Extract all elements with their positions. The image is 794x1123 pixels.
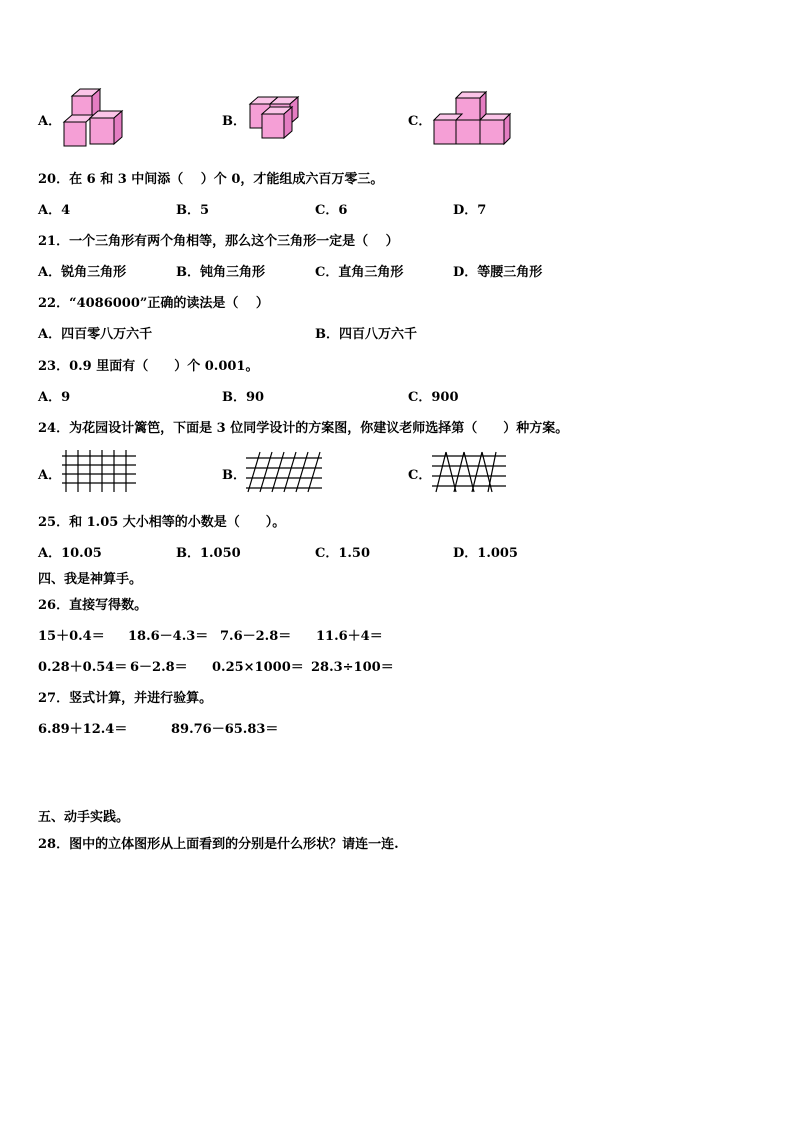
q26-item-4: 11.6＋4＝ (316, 629, 383, 644)
q19-option-a-cubes-figure (62, 86, 128, 148)
cube-group (64, 89, 122, 146)
q25-option-b[interactable]: B．1.050 (176, 546, 241, 561)
q19-option-c-cubes-figure (432, 90, 512, 148)
q26-item-1: 15＋0.4＝ (38, 629, 105, 644)
cube-front-face (434, 120, 456, 144)
q23-option-b[interactable]: B．90 (222, 390, 265, 405)
q21-option-a[interactable]: A．锐角三角形 (38, 265, 127, 280)
q27-item-1: 6.89＋12.4＝ (38, 722, 128, 737)
q25-stem: 25．和 1.05 大小相等的小数是（ ）。 (38, 515, 286, 530)
q19-option-b-label: B． (222, 114, 246, 129)
q19-option-b-cubes-figure (248, 94, 304, 142)
q24-option-a-label: A． (38, 468, 62, 483)
q24-option-c-label: C． (408, 468, 432, 483)
q21-option-b[interactable]: B．钝角三角形 (176, 265, 265, 280)
section-5-title: 五、动手实践。 (38, 810, 130, 825)
q20-option-a[interactable]: A．4 (38, 203, 71, 218)
q21-stem: 21．一个三角形有两个角相等，那么这个三角形一定是（ ） (38, 234, 399, 249)
q22-stem: 22．“4086000”正确的读法是（ ） (38, 296, 269, 311)
q28-stem: 28．图中的立体图形从上面看到的分别是什么形状？请连一连. (38, 837, 399, 852)
q26-item-2: 18.6－4.3＝ (128, 629, 209, 644)
cube-front-face (480, 120, 504, 144)
q27-item-2: 89.76－65.83＝ (171, 722, 279, 737)
q26-stem: 26．直接写得数。 (38, 598, 148, 613)
q21-option-d[interactable]: D．等腰三角形 (453, 265, 543, 280)
q20-option-b[interactable]: B．5 (176, 203, 210, 218)
q22-option-a[interactable]: A．四百零八万六千 (38, 327, 153, 342)
q24-option-c-fence-triangles (430, 450, 510, 494)
q19-option-a-label: A． (38, 114, 62, 129)
q23-option-c[interactable]: C．900 (408, 390, 459, 405)
q27-stem: 27．竖式计算，并进行验算。 (38, 691, 213, 706)
cube-front-face (64, 122, 86, 146)
q20-stem: 20．在 6 和 3 中间添（ ）个 0，才能组成六百万零三。 (38, 172, 384, 187)
cube-front-face (262, 114, 284, 138)
q24-option-b-fence-parallelogram (244, 450, 324, 494)
q26-item-8: 28.3÷100＝ (311, 660, 394, 675)
q23-option-a[interactable]: A．9 (38, 390, 71, 405)
q25-option-c[interactable]: C．1.50 (315, 546, 371, 561)
cube-side-face (504, 114, 510, 144)
q20-option-d[interactable]: D．7 (453, 203, 487, 218)
q26-item-7: 0.25×1000＝ (212, 660, 304, 675)
q26-item-5: 0.28＋0.54＝ (38, 660, 128, 675)
q20-option-c[interactable]: C．6 (315, 203, 348, 218)
q23-stem: 23．0.9 里面有（ ）个 0.001。 (38, 359, 259, 374)
q24-stem: 24．为花园设计篱笆，下面是 3 位同学设计的方案图，你建议老师选择第（ ）种方案。 (38, 421, 569, 436)
q21-option-c[interactable]: C．直角三角形 (315, 265, 404, 280)
q19-option-c-label: C． (408, 114, 432, 129)
q24-option-a-fence-square-grid (60, 450, 138, 494)
q26-item-6: 6－2.8＝ (130, 660, 188, 675)
q25-option-a[interactable]: A．10.05 (38, 546, 102, 561)
q22-option-b[interactable]: B．四百八万六千 (315, 327, 417, 342)
section-4-title: 四、我是神算手。 (38, 572, 143, 587)
cube-front-face (90, 118, 114, 144)
q26-item-3: 7.6－2.8＝ (220, 629, 292, 644)
cube-front-face (456, 120, 480, 144)
q25-option-d[interactable]: D．1.005 (453, 546, 518, 561)
q24-option-b-label: B． (222, 468, 246, 483)
